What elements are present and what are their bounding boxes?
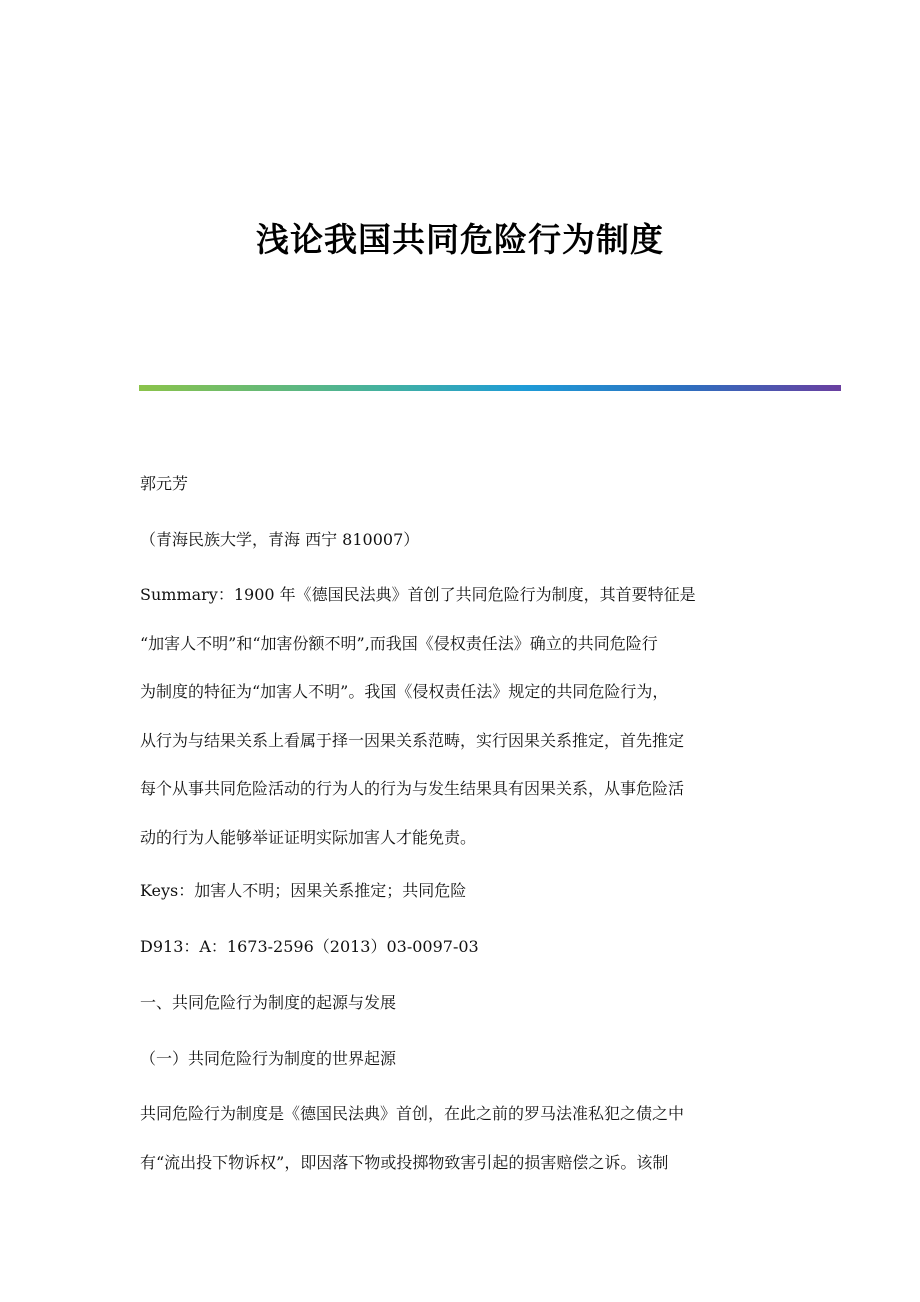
abstract-line: 动的行为人能够举证证明实际加害人才能免责。 — [140, 827, 477, 847]
abstract-line: “加害人不明”和“加害份额不明”,而我国《侵权责任法》确立的共同危险行 — [140, 633, 658, 653]
author-affiliation: （青海民族大学，青海 西宁 810007） — [140, 530, 420, 549]
abstract-line: 为制度的特征为“加害人不明”。我国《侵权责任法》规定的共同危险行为， — [140, 682, 669, 701]
body-line: 共同危险行为制度是《德国民法典》首创，在此之前的罗马法准私犯之债之中 — [140, 1104, 685, 1123]
section-heading: 一、共同危险行为制度的起源与发展 — [140, 993, 397, 1012]
author-name: 郭元芳 — [140, 474, 189, 493]
abstract-line: 每个从事共同危险活动的行为人的行为与发生结果具有因果关系，从事危险活 — [140, 779, 685, 798]
document-title: 浅论我国共同危险行为制度 — [256, 220, 664, 259]
title-divider — [139, 385, 841, 391]
subsection-heading: （一）共同危险行为制度的世界起源 — [140, 1049, 397, 1068]
abstract-line: 从行为与结果关系上看属于择一因果关系范畴，实行因果关系推定，首先推定 — [140, 730, 685, 750]
body-line: 有“流出投下物诉权”，即因落下物或投掷物致害引起的损害赔偿之诉。该制 — [140, 1152, 669, 1172]
keywords: Keys：加害人不明；因果关系推定；共同危险 — [140, 881, 467, 900]
abstract — [140, 571, 780, 862]
classification-code: D913：A：1673-2596（2013）03-0097-03 — [140, 937, 479, 956]
body-text — [140, 1090, 780, 1187]
abstract-line: Summary：1900 年《德国民法典》首创了共同危险行为制度，其首要特征是 — [140, 585, 696, 604]
